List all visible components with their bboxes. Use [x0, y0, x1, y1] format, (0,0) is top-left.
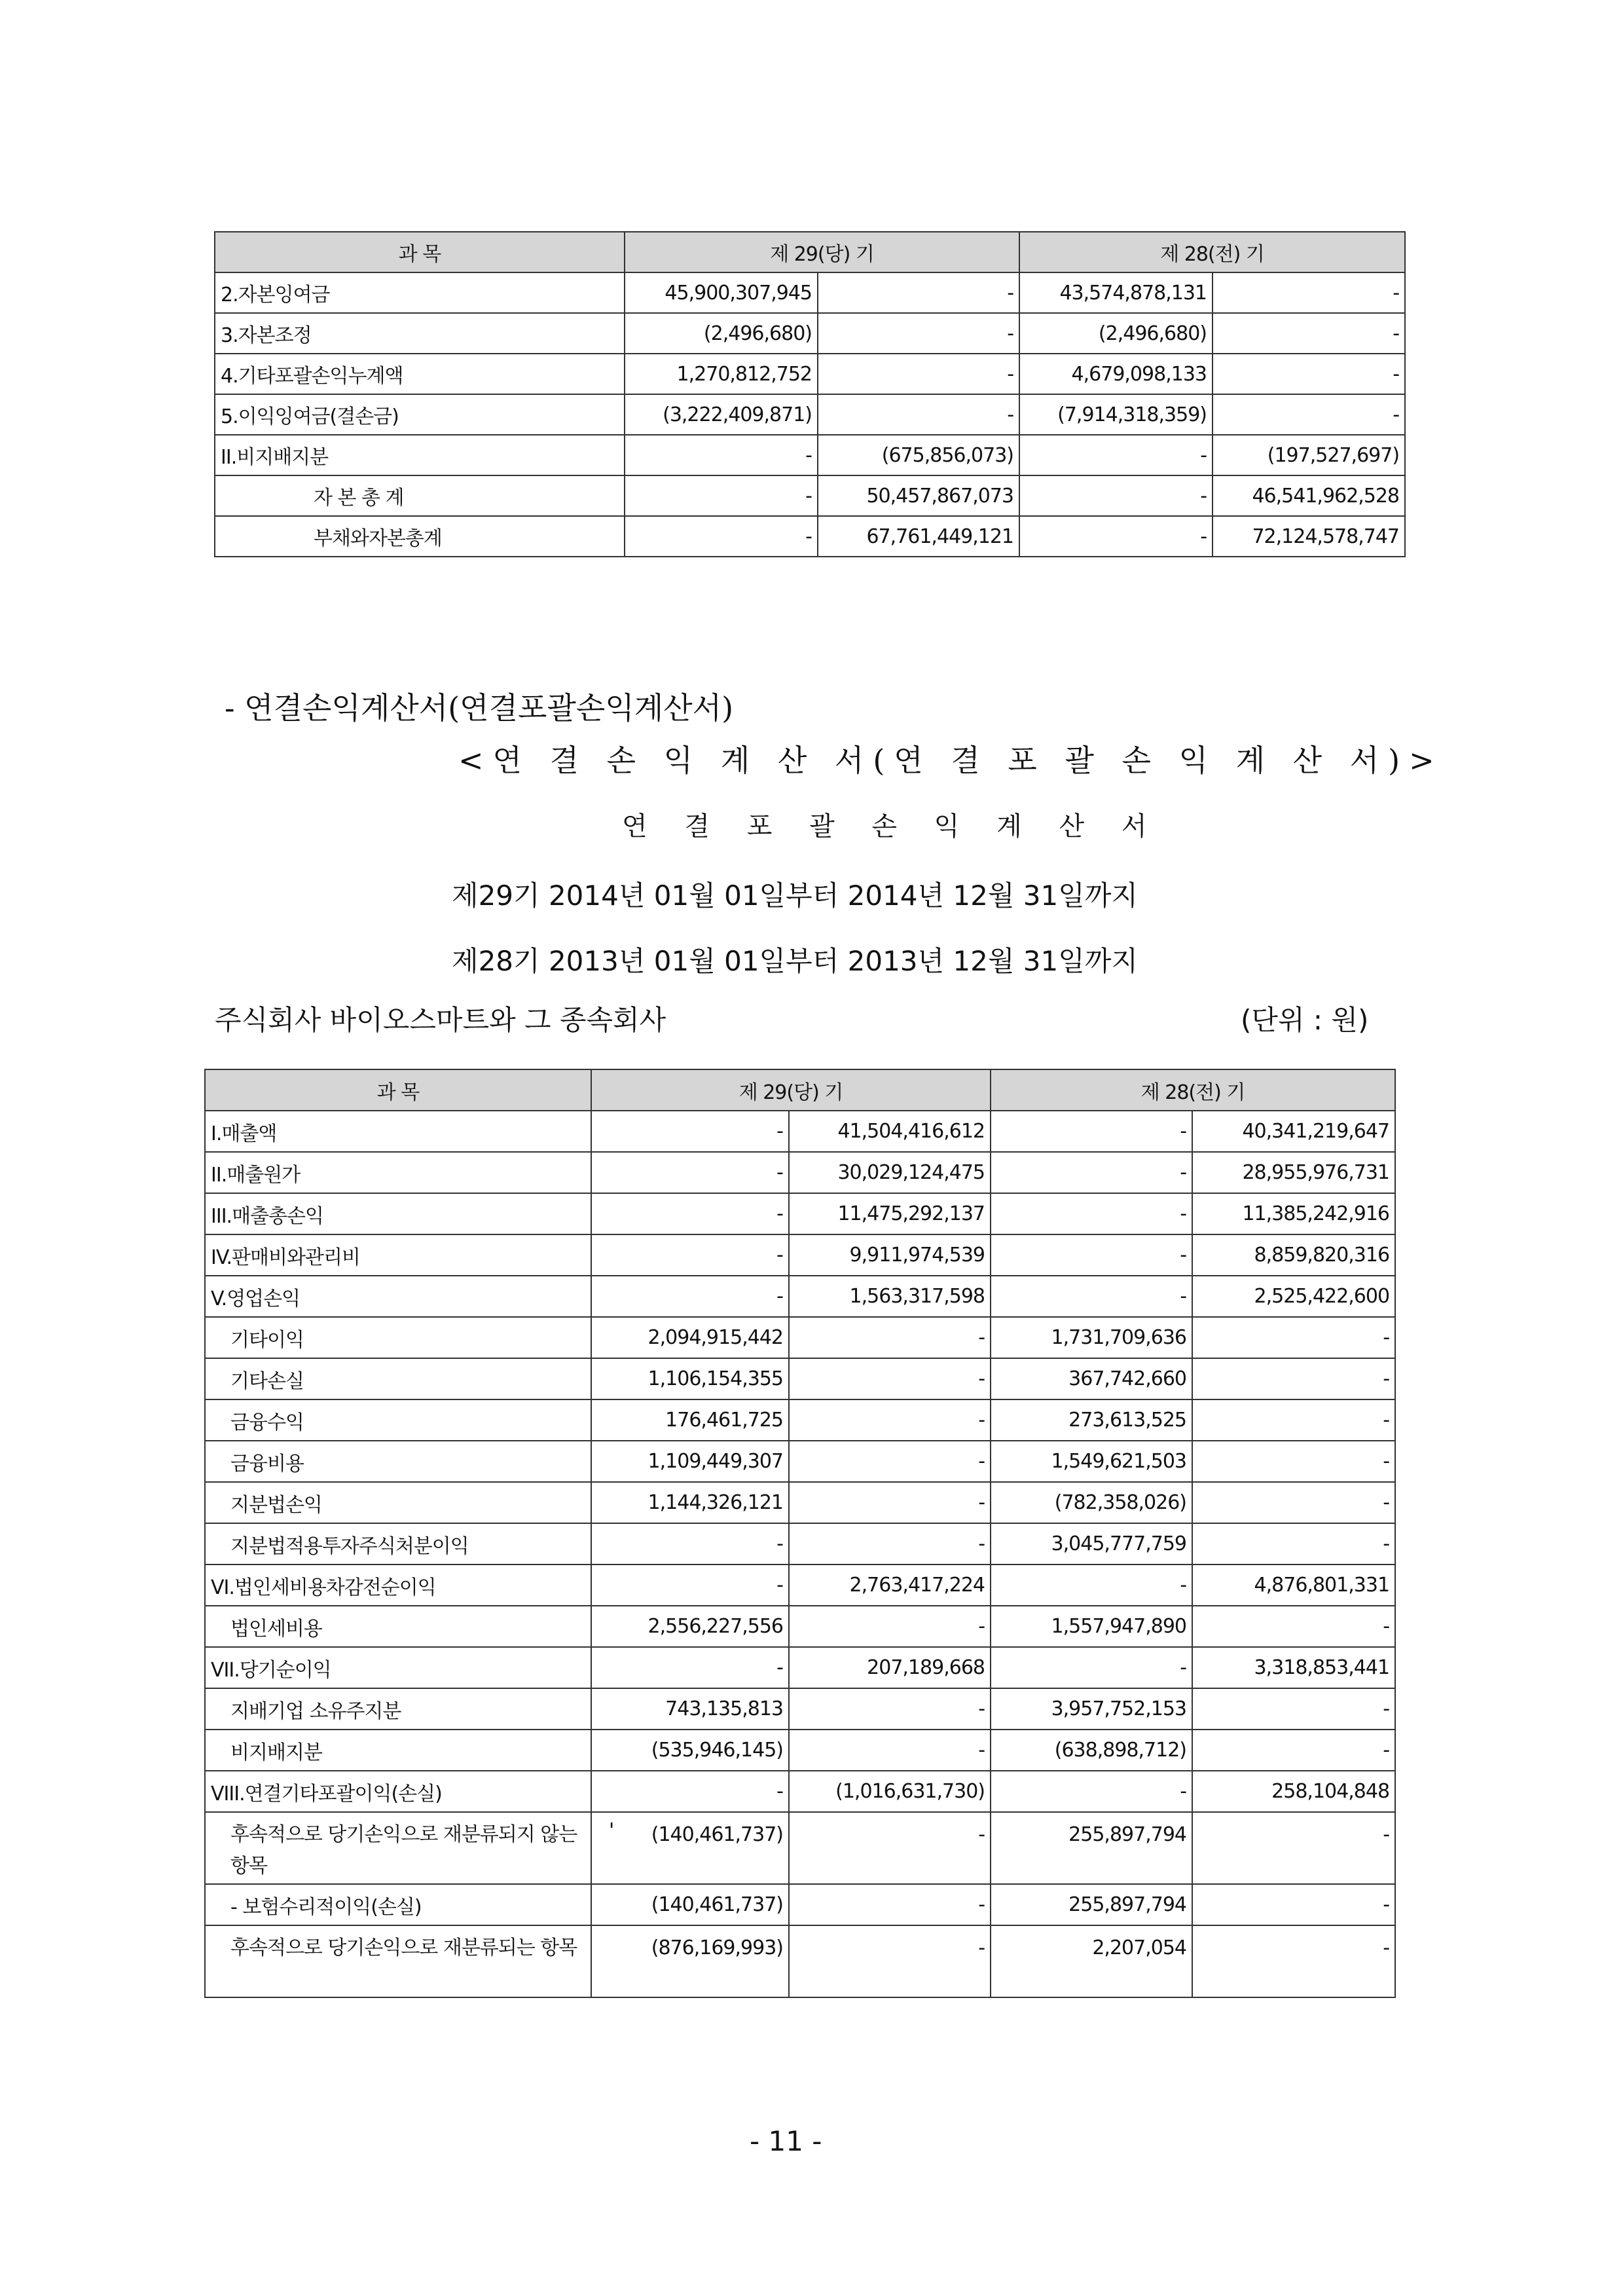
- cell: 8,859,820,316: [1192, 1234, 1395, 1276]
- table-row: [205, 1606, 1395, 1647]
- cell: -: [1019, 475, 1213, 516]
- cell: 67,761,449,121: [818, 516, 1019, 557]
- cell: -: [789, 1884, 991, 1925]
- cell: (2,496,680): [625, 313, 818, 354]
- header-period-29: 제 29(당) 기: [591, 1069, 991, 1111]
- cell: (7,914,318,359): [1019, 394, 1213, 435]
- cell: -: [1213, 313, 1405, 354]
- row-label: 후속적으로 당기손익으로 재분류되지 않는 항목: [205, 1812, 591, 1884]
- table-row: [205, 1925, 1395, 1997]
- row-label: 3.자본조정: [215, 313, 625, 354]
- cell: -: [591, 1193, 789, 1234]
- table-header-row: [215, 232, 1405, 272]
- row-label: 금융수익: [205, 1399, 591, 1441]
- cell: 207,189,668: [789, 1647, 991, 1688]
- cell: -: [1213, 272, 1405, 313]
- cell: -: [991, 1111, 1192, 1152]
- row-label: 4.기타포괄손익누계액: [215, 354, 625, 394]
- row-label: 지분법적용투자주식처분이익: [205, 1523, 591, 1565]
- table-row: [215, 313, 1405, 354]
- table-row: [205, 1111, 1395, 1152]
- section-title: - 연결손익계산서(연결포괄손익계산서): [225, 690, 734, 726]
- cell: -: [591, 1111, 789, 1152]
- cell: 258,104,848: [1192, 1771, 1395, 1812]
- cell: -: [591, 1647, 789, 1688]
- cell: -: [1192, 1925, 1395, 1997]
- table-row: [215, 435, 1405, 475]
- cell: -: [789, 1317, 991, 1358]
- cell: (782,358,026): [991, 1482, 1192, 1523]
- table-row: [205, 1884, 1395, 1925]
- cell: -: [625, 435, 818, 475]
- table-row: [205, 1688, 1395, 1730]
- cell: -: [789, 1730, 991, 1771]
- cell: -: [991, 1565, 1192, 1606]
- cell: 43,574,878,131: [1019, 272, 1213, 313]
- balance-sheet-table: [214, 231, 1406, 557]
- cell: -: [591, 1234, 789, 1276]
- cell: 46,541,962,528: [1213, 475, 1405, 516]
- cell: 273,613,525: [991, 1399, 1192, 1441]
- cell: (3,222,409,871): [625, 394, 818, 435]
- row-label: 자 본 총 계: [215, 475, 625, 516]
- header-period-29: 제 29(당) 기: [625, 232, 1019, 272]
- table-row: [205, 1812, 1395, 1884]
- header-period-28: 제 28(전) 기: [1019, 232, 1405, 272]
- cell: -: [1213, 394, 1405, 435]
- cell: 28,955,976,731: [1192, 1152, 1395, 1193]
- cell: 2,556,227,556: [591, 1606, 789, 1647]
- cell: 1,106,154,355: [591, 1358, 789, 1399]
- cell: -: [591, 1276, 789, 1317]
- cell: 743,135,813: [591, 1688, 789, 1730]
- income-statement-table: [204, 1069, 1396, 1998]
- stray-mark: ': [609, 1819, 615, 1842]
- cell: 11,385,242,916: [1192, 1193, 1395, 1234]
- unit-label: (단위 : 원): [1241, 1004, 1369, 1036]
- table-row: [205, 1482, 1395, 1523]
- cell: -: [1192, 1358, 1395, 1399]
- table-row: [205, 1771, 1395, 1812]
- cell: -: [1213, 354, 1405, 394]
- cell: -: [991, 1152, 1192, 1193]
- table-row: [205, 1399, 1395, 1441]
- row-label: I.매출액: [205, 1111, 591, 1152]
- cell: -: [625, 516, 818, 557]
- statement-subtitle: 연 결 포 괄 손 익 계 산 서: [622, 811, 1161, 842]
- cell: 3,318,853,441: [1192, 1647, 1395, 1688]
- table-row: [205, 1152, 1395, 1193]
- cell: -: [991, 1771, 1192, 1812]
- cell: 1,731,709,636: [991, 1317, 1192, 1358]
- cell: -: [789, 1399, 991, 1441]
- cell: -: [789, 1523, 991, 1565]
- cell: 30,029,124,475: [789, 1152, 991, 1193]
- cell: -: [625, 475, 818, 516]
- row-label: 5.이익잉여금(결손금): [215, 394, 625, 435]
- cell: -: [818, 313, 1019, 354]
- row-label: 기타이익: [205, 1317, 591, 1358]
- table-row: [205, 1234, 1395, 1276]
- cell: 72,124,578,747: [1213, 516, 1405, 557]
- row-label: V.영업손익: [205, 1276, 591, 1317]
- cell: -: [1019, 435, 1213, 475]
- page-number: - 11 -: [750, 2125, 822, 2157]
- row-label: VI.법인세비용차감전순이익: [205, 1565, 591, 1606]
- cell: 367,742,660: [991, 1358, 1192, 1399]
- cell: -: [591, 1152, 789, 1193]
- table-row: [205, 1647, 1395, 1688]
- cell: (675,856,073): [818, 435, 1019, 475]
- cell: -: [1192, 1688, 1395, 1730]
- cell: 4,679,098,133: [1019, 354, 1213, 394]
- cell: -: [789, 1688, 991, 1730]
- cell: 50,457,867,073: [818, 475, 1019, 516]
- table-row: [215, 475, 1405, 516]
- header-account: 과 목: [205, 1069, 591, 1111]
- cell: -: [818, 394, 1019, 435]
- period-29-line: 제29기 2014년 01월 01일부터 2014년 12월 31일까지: [452, 880, 1138, 912]
- header-period-28: 제 28(전) 기: [991, 1069, 1395, 1111]
- cell: 1,270,812,752: [625, 354, 818, 394]
- cell: -: [1192, 1730, 1395, 1771]
- cell: 3,957,752,153: [991, 1688, 1192, 1730]
- table-row: [205, 1565, 1395, 1606]
- period-28-line: 제28기 2013년 01월 01일부터 2013년 12월 31일까지: [452, 945, 1138, 977]
- cell: -: [1192, 1317, 1395, 1358]
- header-account: 과 목: [215, 232, 625, 272]
- cell: -: [1192, 1523, 1395, 1565]
- cell: 2,207,054: [991, 1925, 1192, 1997]
- cell: (140,461,737): [591, 1812, 789, 1884]
- cell: 1,563,317,598: [789, 1276, 991, 1317]
- cell: 2,525,422,600: [1192, 1276, 1395, 1317]
- cell: -: [789, 1441, 991, 1482]
- table-row: [215, 394, 1405, 435]
- table-row: [205, 1276, 1395, 1317]
- cell: -: [789, 1482, 991, 1523]
- row-label: II.매출원가: [205, 1152, 591, 1193]
- row-label: 지분법손익: [205, 1482, 591, 1523]
- row-label: 지배기업 소유주지분: [205, 1688, 591, 1730]
- cell: -: [591, 1771, 789, 1812]
- cell: -: [991, 1276, 1192, 1317]
- row-label: 기타손실: [205, 1358, 591, 1399]
- row-label: 부채와자본총계: [215, 516, 625, 557]
- cell: 2,094,915,442: [591, 1317, 789, 1358]
- row-label: VIII.연결기타포괄이익(손실): [205, 1771, 591, 1812]
- cell: 41,504,416,612: [789, 1111, 991, 1152]
- row-label: 2.자본잉여금: [215, 272, 625, 313]
- cell: 40,341,219,647: [1192, 1111, 1395, 1152]
- table-row: [205, 1523, 1395, 1565]
- row-label: VII.당기순이익: [205, 1647, 591, 1688]
- table-row: [205, 1193, 1395, 1234]
- cell: 2,763,417,224: [789, 1565, 991, 1606]
- cell: 4,876,801,331: [1192, 1565, 1395, 1606]
- cell: -: [1019, 516, 1213, 557]
- cell: -: [991, 1234, 1192, 1276]
- row-label: IV.판매비와관리비: [205, 1234, 591, 1276]
- cell: 255,897,794: [991, 1812, 1192, 1884]
- table-header-row: [205, 1069, 1395, 1111]
- cell: -: [818, 272, 1019, 313]
- cell: -: [991, 1193, 1192, 1234]
- cell: -: [1192, 1399, 1395, 1441]
- cell: -: [591, 1565, 789, 1606]
- cell: (876,169,993): [591, 1925, 789, 1997]
- cell: 176,461,725: [591, 1399, 789, 1441]
- row-label: - 보험수리적이익(손실): [205, 1884, 591, 1925]
- cell: -: [1192, 1812, 1395, 1884]
- cell: -: [789, 1606, 991, 1647]
- table-row: [205, 1441, 1395, 1482]
- table-row: [205, 1730, 1395, 1771]
- cell: 11,475,292,137: [789, 1193, 991, 1234]
- cell: (140,461,737): [591, 1884, 789, 1925]
- row-label: 비지배지분: [205, 1730, 591, 1771]
- cell: 1,144,326,121: [591, 1482, 789, 1523]
- cell: -: [789, 1358, 991, 1399]
- cell: (2,496,680): [1019, 313, 1213, 354]
- table-row: [215, 354, 1405, 394]
- cell: (535,946,145): [591, 1730, 789, 1771]
- cell: (638,898,712): [991, 1730, 1192, 1771]
- cell: -: [1192, 1884, 1395, 1925]
- statement-heading: <연 결 손 익 계 산 서(연 결 포 괄 손 익 계 산 서)>: [458, 743, 1444, 778]
- cell: -: [591, 1523, 789, 1565]
- cell: 45,900,307,945: [625, 272, 818, 313]
- table-row: [215, 272, 1405, 313]
- table-row: [205, 1317, 1395, 1358]
- cell: 1,549,621,503: [991, 1441, 1192, 1482]
- cell: -: [789, 1925, 991, 1997]
- cell: (1,016,631,730): [789, 1771, 991, 1812]
- cell: -: [1192, 1482, 1395, 1523]
- cell: 255,897,794: [991, 1884, 1192, 1925]
- cell: -: [789, 1812, 991, 1884]
- cell: 3,045,777,759: [991, 1523, 1192, 1565]
- row-label: 금융비용: [205, 1441, 591, 1482]
- row-label: III.매출총손익: [205, 1193, 591, 1234]
- row-label: 법인세비용: [205, 1606, 591, 1647]
- row-label: 후속적으로 당기손익으로 재분류되는 항목: [205, 1925, 591, 1997]
- cell: -: [1192, 1441, 1395, 1482]
- table-row: [205, 1358, 1395, 1399]
- table-row: [215, 516, 1405, 557]
- company-name: 주식회사 바이오스마트와 그 종속회사: [215, 1004, 666, 1036]
- cell: -: [818, 354, 1019, 394]
- row-label: II.비지배지분: [215, 435, 625, 475]
- cell: 1,109,449,307: [591, 1441, 789, 1482]
- cell: -: [1192, 1606, 1395, 1647]
- cell: 9,911,974,539: [789, 1234, 991, 1276]
- cell: -: [991, 1647, 1192, 1688]
- cell: (197,527,697): [1213, 435, 1405, 475]
- cell: 1,557,947,890: [991, 1606, 1192, 1647]
